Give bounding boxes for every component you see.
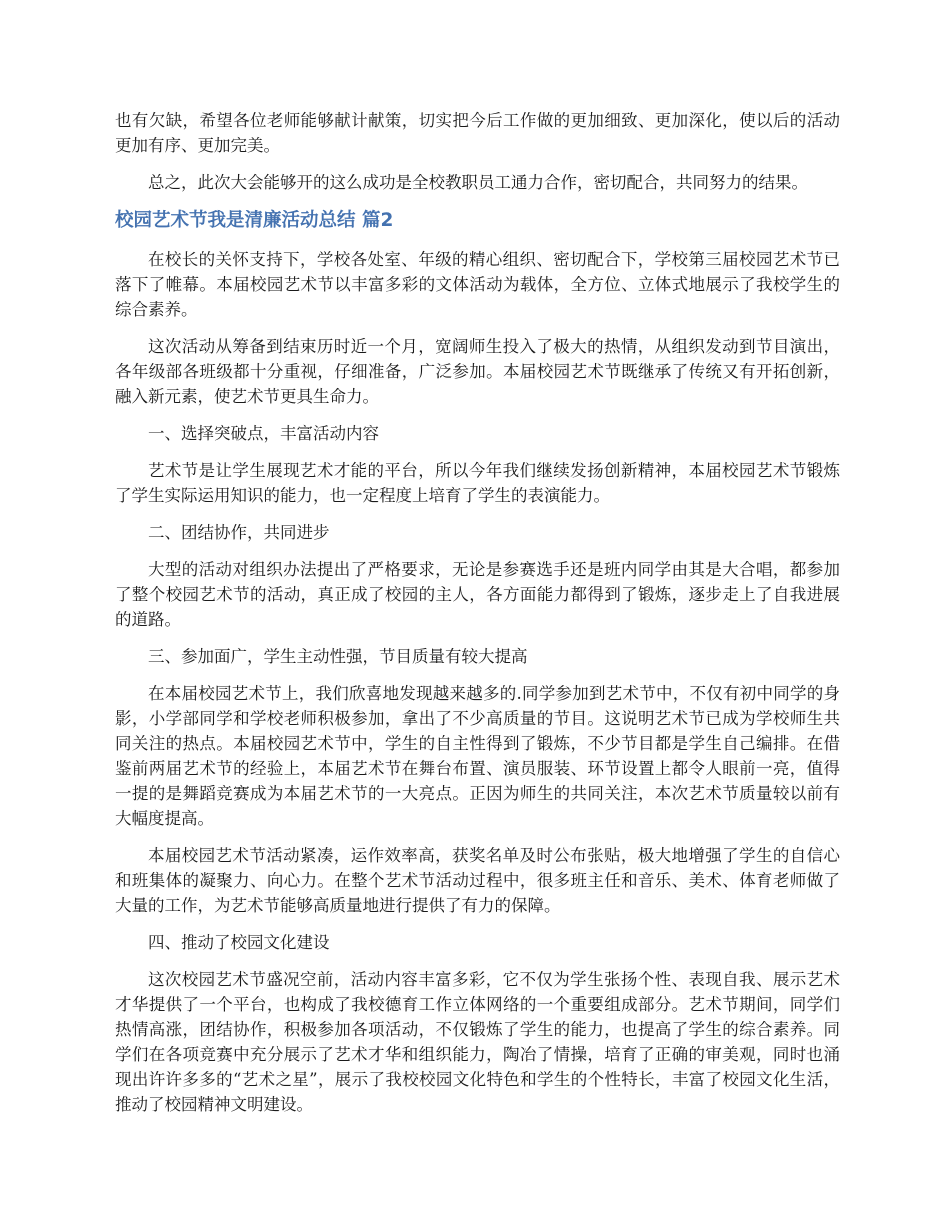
body-paragraph: 总之，此次大会能够开的这么成功是全校教职员工通力合作，密切配合，共同努力的结果。: [148, 173, 808, 192]
body-paragraph: 这次活动从筹备到结束历时近一个月，宽阔师生投入了极大的热情，从组织发动到节目演出，各年级部各班级都十分重视，仔细准备，广泛参加。本届校园艺术节既继承了传统又有开拓创新，融入新元素，使艺术节更具生命力。: [115, 337, 840, 406]
body-paragraph: 在本届校园艺术节上，我们欣喜地发现越来越多的.同学参加到艺术节中，不仅有初中同学的身影，小学部同学和学校老师积极参加，拿出了不少高质量的节目。这说明艺术节已成为学校师生共同关注的热点。本届校园艺术节中，学生的自主性得到了锻炼，不少节目都是学生自己编排。在借鉴前两届艺术节的经验上，本届艺术节在舞台布置、演员服装、环节设置上都令人眼前一亮，值得一提的是舞蹈竞赛成为本届艺术节的一大亮点。正因为师生的共同关注，本次艺术节质量较以前有大幅度提高。: [115, 684, 840, 828]
body-paragraph: 在校长的关怀支持下，学校各处室、年级的精心组织、密切配合下，学校第三届校园艺术节已落下了帷幕。本届校园艺术节以丰富多彩的文体活动为载体，全方位、立体式地展示了我校学生的综合素养。: [115, 250, 840, 319]
document-page: [115, 108, 840, 1129]
subheading-paragraph: 四、推动了校园文化建设: [148, 933, 330, 952]
subheading-paragraph: 三、参加面广，学生主动性强，节目质量有较大提高: [148, 647, 528, 666]
subheading-paragraph: 一、选择突破点，丰富活动内容: [148, 424, 379, 443]
body-paragraph: 本届校园艺术节活动紧凑，运作效率高，获奖名单及时公布张贴，极大地增强了学生的自信心和班集体的凝聚力、向心力。在整个艺术节活动过程中，很多班主任和音乐、美术、体育老师做了大量的工作，为艺术节能够高质量地进行提供了有力的保障。: [115, 846, 840, 915]
section-heading: 校园艺术节我是清廉活动总结 篇2: [115, 210, 394, 231]
body-paragraph: 也有欠缺，希望各位老师能够献计献策，切实把今后工作做的更加细致、更加深化，使以后的活动更加有序、更加完美。: [115, 111, 840, 155]
body-paragraph: 大型的活动对组织办法提出了严格要求，无论是参赛选手还是班内同学由其是大合唱，都参加了整个校园艺术节的活动，真正成了校园的主人，各方面能力都得到了锻炼，逐步走上了自我进展的道路。: [115, 560, 840, 629]
body-paragraph: 艺术节是让学生展现艺术才能的平台，所以今年我们继续发扬创新精神，本届校园艺术节锻炼了学生实际运用知识的能力，也一定程度上培育了学生的表演能力。: [115, 461, 840, 505]
subheading-paragraph: 二、团结协作，共同进步: [148, 523, 330, 542]
body-paragraph: 这次校园艺术节盛况空前，活动内容丰富多彩，它不仅为学生张扬个性、表现自我、展示艺术才华提供了一个平台，也构成了我校德育工作立体网络的一个重要组成部分。艺术节期间，同学们热情高涨，团结协作，积极参加各项活动，不仅锻炼了学生的能力，也提高了学生的综合素养。同学们在各项竞赛中充分展示了艺术才华和组织能力，陶冶了情操，培育了正确的审美观，同时也涌现出许许多多的“艺术之星”，展示了我校校园文化特色和学生的个性特长，丰富了校园文化生活，推动了校园精神文明建设。: [115, 970, 840, 1114]
